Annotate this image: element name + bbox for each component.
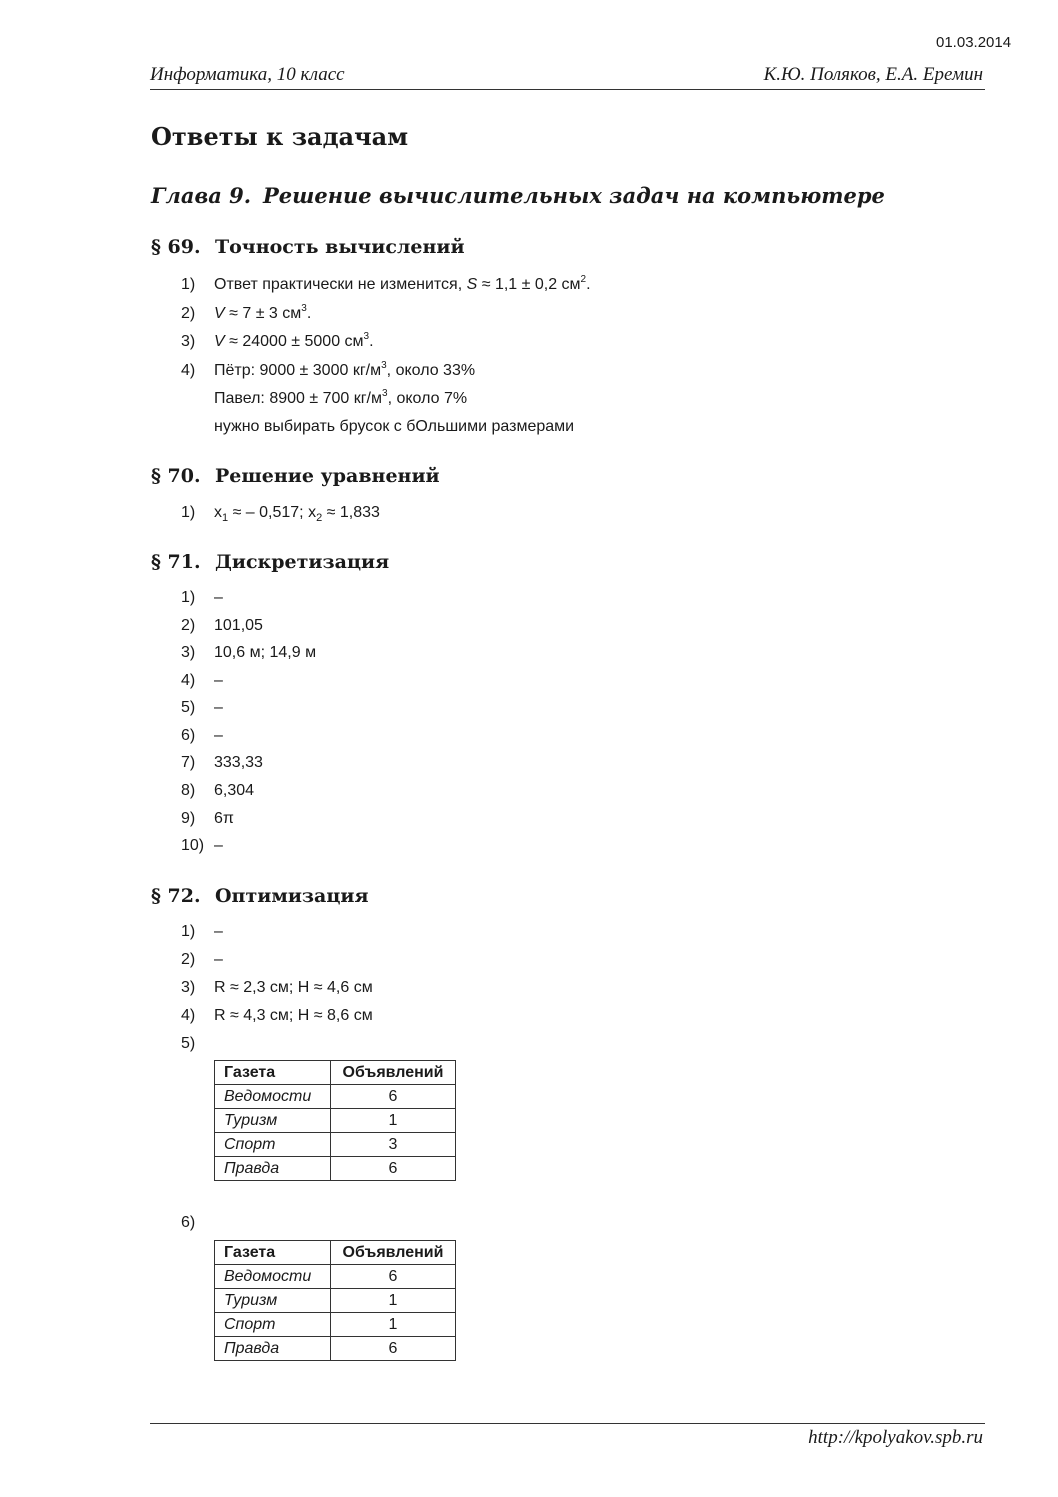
footer-url: http://kpolyakov.spb.ru (808, 1427, 983, 1448)
list-item: 3) V ≈ 24000 ± 5000 $см^3$. (181, 331, 374, 350)
section-title: Решение уравнений (215, 465, 440, 487)
list-item: 8) 6,304 (181, 782, 255, 799)
chapter-title: Решение вычислительных задач на компьютере (263, 183, 885, 208)
section-number: § 69. (151, 236, 201, 258)
newspaper-table-6 (214, 1240, 456, 1361)
document-date: 01.03.2014 (936, 34, 1012, 51)
section-69-heading (151, 236, 465, 258)
list-item: 10) – (181, 837, 223, 854)
list-item: 2) V ≈ 7 ± 3 $см^3$. (181, 303, 312, 322)
table-row: Туризм 1 (215, 1109, 456, 1133)
list-item: 5) – (181, 699, 223, 716)
list-item: 1) $x_1$ ≈ – 0,517; $x_2 \approx 1,833$ (181, 504, 380, 524)
list-item: 4) – (181, 672, 223, 689)
list-item: 6) – (181, 727, 223, 744)
list-item-note: нужно выбирать брусок с бОльшими размерами (214, 418, 575, 435)
section-70-heading (151, 465, 440, 487)
table-header-row (215, 1061, 456, 1085)
header-authors: К.Ю. Поляков, Е.А. Еремин (763, 64, 983, 85)
list-item: 1) – (181, 589, 223, 606)
page-title: Ответы к задачам (151, 122, 409, 151)
list-item: 5) (181, 1035, 196, 1052)
table-row: Спорт 3 (215, 1133, 456, 1157)
section-number: § 70. (151, 465, 201, 487)
table-row: Туризм 1 (215, 1289, 456, 1313)
section-title: Дискретизация (215, 551, 390, 573)
section-number: § 71. (151, 551, 201, 573)
section-number: § 72. (151, 885, 201, 907)
column-header: Газета (215, 1061, 331, 1085)
chapter-number: Глава 9. (151, 183, 252, 208)
footer-divider (150, 1423, 985, 1424)
table-row: Ведомости 6 (215, 1265, 456, 1289)
table-row: Правда 6 (215, 1337, 456, 1361)
section-72-heading (151, 885, 369, 907)
table-row: Ведомости 6 (215, 1085, 456, 1109)
list-item: 1) Ответ практически не изменится, S ≈ 1,1 ± 0,2 $см^2$. (181, 274, 591, 293)
list-item: 2) – (181, 951, 223, 968)
section-71-heading (151, 551, 389, 573)
list-item: 3) R ≈ 2,3 см; H ≈ 4,6 см (181, 979, 373, 996)
column-header: Объявлений (331, 1061, 456, 1085)
list-item: 1) – (181, 923, 223, 940)
list-item: 3) 10,6 м; 14,9 м (181, 644, 317, 661)
list-item: 4) Пётр: 9000 ± 3000 $кг/м^3$, около 33% (181, 360, 476, 379)
header-course: Информатика, 10 класс (150, 64, 345, 85)
list-item: 2) 101,05 (181, 617, 263, 634)
table-row: Правда 6 (215, 1157, 456, 1181)
list-item: 9) 6π (181, 810, 234, 827)
header-divider (150, 89, 985, 90)
section-title: Точность вычислений (215, 236, 465, 258)
chapter-heading (151, 183, 885, 208)
section-title: Оптимизация (215, 885, 369, 907)
column-header: Газета (215, 1241, 331, 1265)
list-item: 4) R ≈ 4,3 см; H ≈ 8,6 см (181, 1007, 373, 1024)
column-header: Объявлений (331, 1241, 456, 1265)
table-row: Спорт 1 (215, 1313, 456, 1337)
table-header-row (215, 1241, 456, 1265)
newspaper-table-5 (214, 1060, 456, 1181)
list-item: 6) (181, 1214, 196, 1231)
list-item: 7) 333,33 (181, 754, 263, 771)
list-item-continuation: Павел: 8900 ± 700 $кг/м^3$, около 7% (214, 388, 468, 407)
